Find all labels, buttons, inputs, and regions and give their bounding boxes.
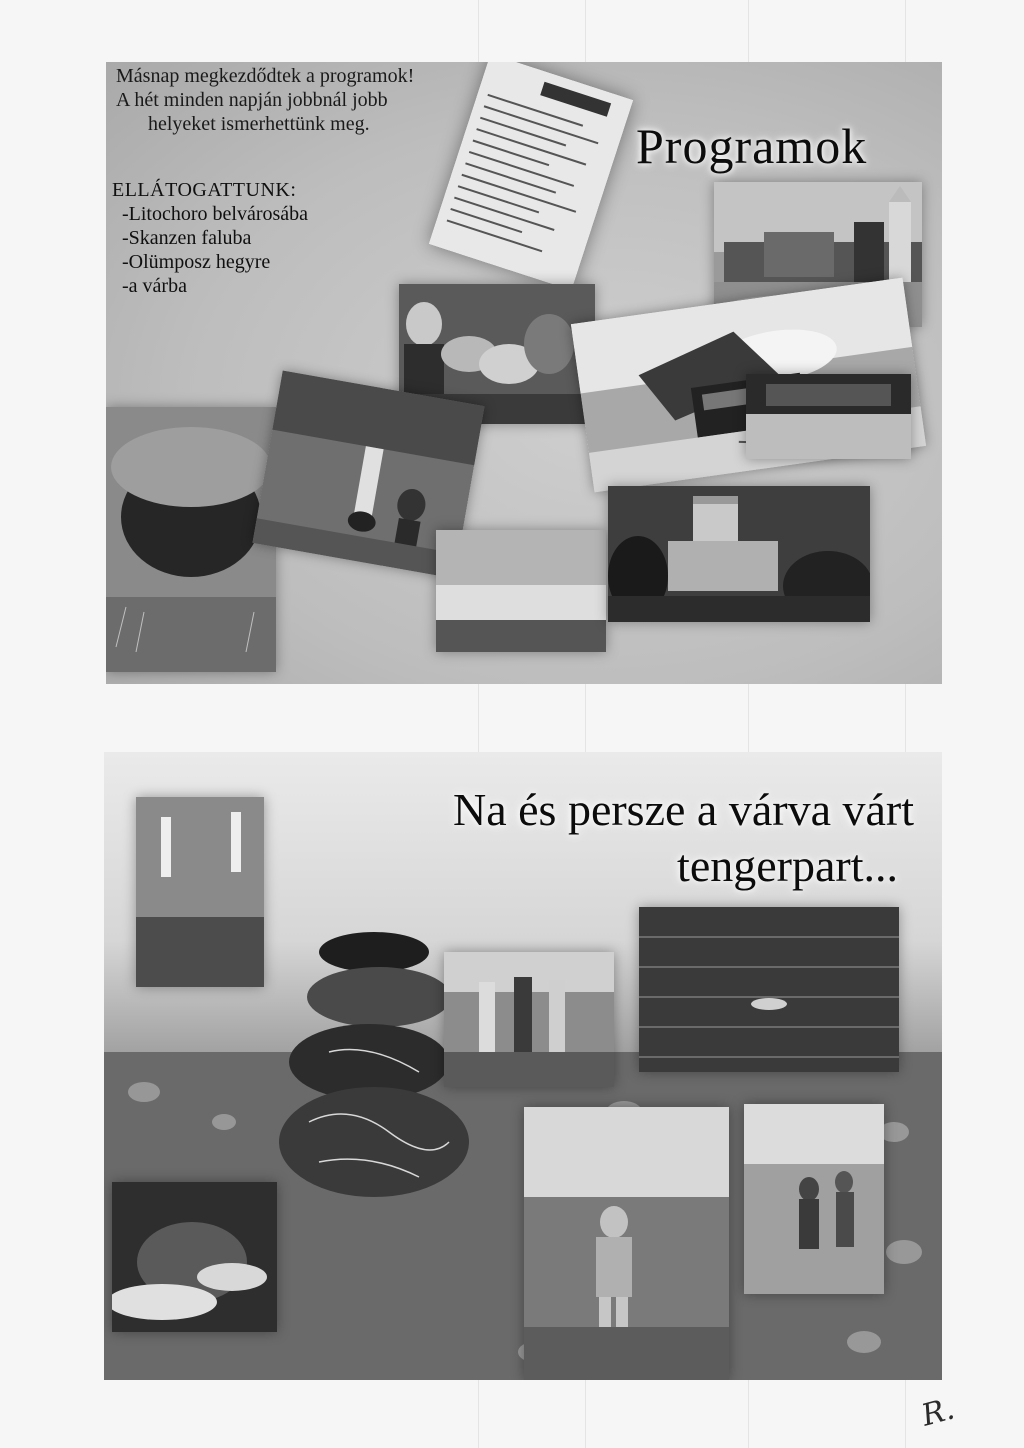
slide-title — [354, 782, 914, 894]
hands-pebbles-photo — [112, 1182, 277, 1332]
programs-slide — [106, 62, 942, 684]
street-strip-photo — [746, 374, 911, 459]
girls-wading-photo — [744, 1104, 884, 1294]
visited-item: -a várba — [122, 275, 187, 297]
intro-text — [116, 64, 496, 136]
girl-posing-photo — [524, 1107, 729, 1380]
friends-beach-photo — [444, 952, 614, 1087]
beach-slide — [104, 752, 942, 1380]
castle-photo — [608, 486, 870, 622]
slide-title: Programok — [636, 118, 868, 174]
visited-item: -Olümposz hegyre — [122, 251, 271, 273]
swimmer-sea-photo — [639, 907, 899, 1072]
handwritten-initials: R. — [918, 1391, 959, 1434]
hazy-sea-photo — [436, 530, 606, 652]
intro-line: Másnap megkezdődtek a programok! — [116, 65, 415, 87]
intro-line: helyeket ismerhettünk meg. — [148, 113, 370, 135]
handstand-water-photo — [136, 797, 264, 987]
slide-title-line: tengerpart... — [677, 840, 898, 891]
slide-title-line: Na és persze a várva várt — [452, 784, 914, 835]
visited-item: -Skanzen faluba — [122, 227, 252, 249]
cave-photo — [106, 407, 276, 672]
visited-heading: ELLÁTOGATTUNK: — [112, 179, 297, 201]
intro-line: A hét minden napján jobbnál jobb — [116, 89, 388, 111]
visited-item: -Litochoro belvárosába — [122, 203, 309, 225]
visited-list — [112, 178, 412, 298]
